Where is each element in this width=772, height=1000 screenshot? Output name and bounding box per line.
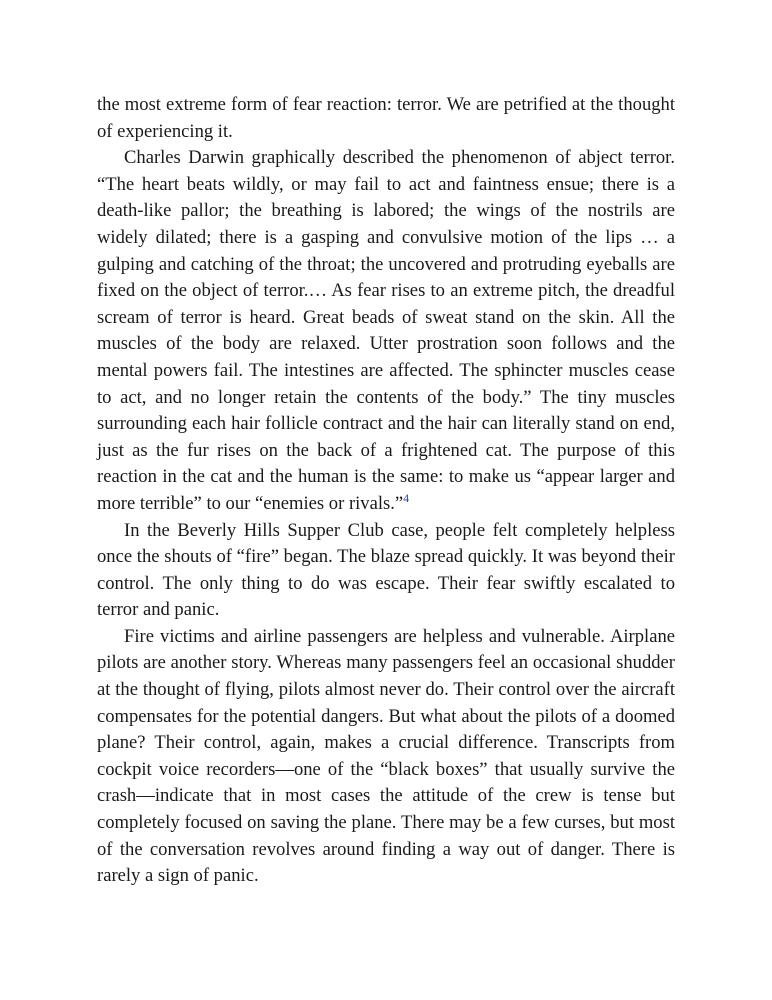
paragraph-2-text: Charles Darwin graphically described the phenomenon of abject terror. “The heart beats wildly, or may fail to act and faintness ensue; there is a death-like pallor; the breathing is labored; the wings of the nostrils are widely dilated; there is a gasping and convulsive motion of the lips … a gulping and catching of the throat; the uncovered and protruding eyeballs are fixed on the object of terror.… As fear rises to an extreme pitch, the dreadful scream of terror is heard. Great beads of sweat stand on the skin. All the muscles of the body are relaxed. Utter prostration soon follows and the mental powers fail. The intestines are affected. The sphincter muscles cease to act, and no longer retain the contents of the body.” The tiny muscles surrounding each hair follicle contract and the hair can literally stand on end, just as the fur rises on the back of a frightened cat. The purpose of this reaction in the cat and the human is the same: to make us “appear larger and more terrible” to our “enemies or rivals.” xyxy=(97,147,675,514)
paragraph-3-text: In the Beverly Hills Supper Club case, people felt completely helpless once the shouts of “fire” began. The blaze spread quickly. It was beyond their control. The only thing to do was escape. Their fear swiftly escalated to terror and panic. xyxy=(97,519,675,621)
paragraph-4-text: Fire victims and airline passengers are helpless and vulnerable. Airplane pilots are another story. Whereas many passengers feel an occasional shudder at the thought of flying, pilots almost never do. Their control over the aircraft compensates for the potential dangers. But what about the pilots of a doomed plane? Their control, again, makes a crucial difference. Transcripts from cockpit voice recorders—one of the “black boxes” that usually survive the crash—indicate that in most cases the attitude of the crew is tense but completely focused on saving the plane. There may be a few curses, but most of the conversation revolves around finding a way out of danger. There is rarely a sign of panic. xyxy=(97,625,675,887)
paragraph-2-darwin-quote xyxy=(97,145,675,517)
footnote-reference-4[interactable]: 4 xyxy=(403,490,410,505)
paragraph-1 xyxy=(97,92,675,145)
document-page xyxy=(97,92,675,890)
paragraph-3-supper-club xyxy=(97,518,675,624)
paragraph-1-text: the most extreme form of fear reaction: terror. We are petrified at the thought of experiencing it. xyxy=(97,94,675,142)
paragraph-4-pilots xyxy=(97,624,675,890)
